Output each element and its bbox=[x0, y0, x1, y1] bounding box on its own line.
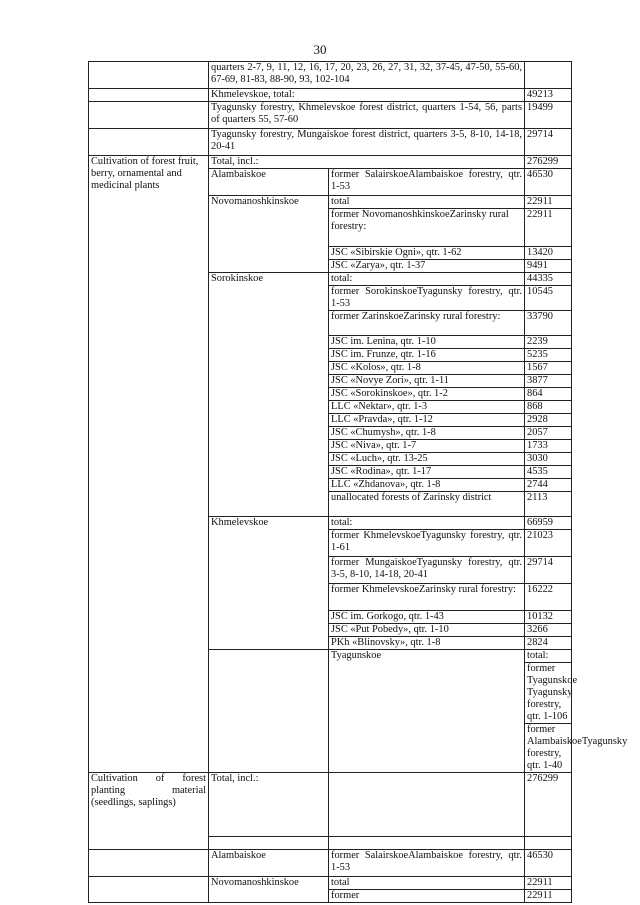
district-cell: Alambaiskoe bbox=[209, 169, 329, 196]
value-cell: 22911 bbox=[525, 196, 572, 209]
description-cell: JSC im. Lenina, qtr. 1-10 bbox=[329, 336, 525, 349]
value-cell: 49213 bbox=[525, 89, 572, 102]
description-cell: total: bbox=[525, 650, 572, 663]
page-number: 30 bbox=[313, 42, 327, 57]
description-cell: former SorokinskoeTyagunsky forestry, qtr. 1-53 bbox=[329, 286, 525, 311]
value-cell: 3266 bbox=[525, 624, 572, 637]
description-cell: total bbox=[329, 196, 525, 209]
description-cell: JSC «Sibirskie Ogni», qtr. 1-62 bbox=[329, 247, 525, 260]
activity-cell: Cultivation of forest fruit, berry, ornamental and medicinal plants bbox=[89, 156, 209, 773]
value-cell: 276299 bbox=[525, 773, 572, 837]
description-cell: former bbox=[329, 890, 525, 903]
value-cell: 5235 bbox=[525, 349, 572, 362]
table-row bbox=[89, 102, 572, 129]
description-cell: PKh «Blinovsky», qtr. 1-8 bbox=[329, 637, 525, 650]
value-cell: 2113 bbox=[525, 492, 572, 517]
description-cell: JSC «Put Pobedy», qtr. 1-10 bbox=[329, 624, 525, 637]
description-cell: former NovomanoshkinskoeZarinsky rural forestry: bbox=[329, 209, 525, 247]
empty-cell bbox=[329, 773, 525, 837]
description-cell: JSC «Novye Zori», qtr. 1-11 bbox=[329, 375, 525, 388]
value-cell: 46530 bbox=[525, 850, 572, 877]
table-row bbox=[89, 89, 572, 102]
empty-cell bbox=[89, 62, 209, 89]
description-cell: former ZarinskoeZarinsky rural forestry: bbox=[329, 311, 525, 336]
description-cell: former MungaiskoeTyagunsky forestry, qtr. 3-5, 8-10, 14-18, 20-41 bbox=[329, 557, 525, 584]
value-cell: 2928 bbox=[525, 414, 572, 427]
empty-cell bbox=[329, 837, 525, 850]
value-cell: 22911 bbox=[525, 890, 572, 903]
description-cell: JSC im. Frunze, qtr. 1-16 bbox=[329, 349, 525, 362]
district-cell: Novomanoshkinskoe bbox=[209, 196, 329, 273]
description-cell: Tyagunsky forestry, Khmelevskoe forest district, quarters 1-54, 56, parts of quarters 55, 57-60 bbox=[209, 102, 525, 129]
empty-cell bbox=[89, 89, 209, 102]
empty-cell bbox=[89, 850, 209, 877]
table-row bbox=[89, 773, 572, 837]
table-row bbox=[89, 62, 572, 89]
table-row bbox=[89, 156, 572, 169]
description-cell: quarters 2-7, 9, 11, 12, 16, 17, 20, 23, 26, 27, 31, 32, 37-45, 47-50, 55-60, 67-69, 81-83, 88-90, 93, 102-104 bbox=[209, 62, 525, 89]
description-cell: former SalairskoeAlambaiskoe forestry, qtr. 1-53 bbox=[329, 169, 525, 196]
value-cell: 868 bbox=[525, 401, 572, 414]
value-cell: 864 bbox=[525, 388, 572, 401]
district-cell: Novomanoshkinskoe bbox=[209, 877, 329, 903]
district-cell: Tyagunskoe bbox=[329, 650, 525, 773]
value-cell: 21023 bbox=[525, 530, 572, 557]
value-cell: 19499 bbox=[525, 102, 572, 129]
value-cell: 9491 bbox=[525, 260, 572, 273]
value-cell: 10545 bbox=[525, 286, 572, 311]
description-cell: JSC «Rodina», qtr. 1-17 bbox=[329, 466, 525, 479]
description-cell: JSC «Zarya», qtr. 1-37 bbox=[329, 260, 525, 273]
scope-cell: Total, incl.: bbox=[209, 156, 525, 169]
activity-cell: Cultivation of forest planting material (seedlings, saplings) bbox=[89, 773, 209, 850]
description-cell: former KhmelevskoeZarinsky rural forestry: bbox=[329, 584, 525, 611]
description-cell: JSC «Luch», qtr. 13-25 bbox=[329, 453, 525, 466]
description-cell: former KhmelevskoeTyagunsky forestry, qtr. 1-61 bbox=[329, 530, 525, 557]
description-cell: total bbox=[329, 877, 525, 890]
description-cell: LLC «Pravda», qtr. 1-12 bbox=[329, 414, 525, 427]
value-cell: 1733 bbox=[525, 440, 572, 453]
value-cell: 29714 bbox=[525, 129, 572, 156]
description-cell: former SalairskoeAlambaiskoe forestry, qtr. 1-53 bbox=[329, 850, 525, 877]
value-cell: 3877 bbox=[525, 375, 572, 388]
empty-cell bbox=[89, 129, 209, 156]
table-row bbox=[89, 129, 572, 156]
value-cell: 46530 bbox=[525, 169, 572, 196]
value-cell: 16222 bbox=[525, 584, 572, 611]
description-cell: former Tyagunskoe Tyagunsky forestry, qtr. 1-106 bbox=[525, 663, 572, 724]
value-cell: 66959 bbox=[525, 517, 572, 530]
description-cell: JSC «Niva», qtr. 1-7 bbox=[329, 440, 525, 453]
description-cell: total: bbox=[329, 273, 525, 286]
description-cell: JSC im. Gorkogo, qtr. 1-43 bbox=[329, 611, 525, 624]
value-cell: 3030 bbox=[525, 453, 572, 466]
empty-cell bbox=[525, 837, 572, 850]
value-cell bbox=[525, 62, 572, 89]
value-cell: 10132 bbox=[525, 611, 572, 624]
description-cell: Khmelevskoe, total: bbox=[209, 89, 525, 102]
district-cell: Alambaiskoe bbox=[209, 850, 329, 877]
value-cell: 33790 bbox=[525, 311, 572, 336]
scope-cell: Total, incl.: bbox=[209, 773, 329, 837]
table-row bbox=[89, 850, 572, 877]
forest-use-table bbox=[88, 61, 628, 903]
table-row bbox=[89, 877, 572, 890]
description-cell: JSC «Chumysh», qtr. 1-8 bbox=[329, 427, 525, 440]
description-cell: Tyagunsky forestry, Mungaiskoe forest district, quarters 3-5, 8-10, 14-18, 20-41 bbox=[209, 129, 525, 156]
value-cell: 2824 bbox=[525, 637, 572, 650]
description-cell: JSC «Sorokinskoe», qtr. 1-2 bbox=[329, 388, 525, 401]
description-cell: LLC «Nektar», qtr. 1-3 bbox=[329, 401, 525, 414]
value-cell: 22911 bbox=[525, 209, 572, 247]
district-cell: Sorokinskoe bbox=[209, 273, 329, 517]
empty-cell bbox=[209, 650, 329, 773]
value-cell: 13420 bbox=[525, 247, 572, 260]
description-cell: total: bbox=[329, 517, 525, 530]
value-cell: 276299 bbox=[525, 156, 572, 169]
value-cell: 2239 bbox=[525, 336, 572, 349]
description-cell: LLC «Zhdanova», qtr. 1-8 bbox=[329, 479, 525, 492]
value-cell: 29714 bbox=[525, 557, 572, 584]
empty-cell bbox=[89, 102, 209, 129]
description-cell: JSC «Kolos», qtr. 1-8 bbox=[329, 362, 525, 375]
description-cell: unallocated forests of Zarinsky district bbox=[329, 492, 525, 517]
value-cell: 44335 bbox=[525, 273, 572, 286]
value-cell: 22911 bbox=[525, 877, 572, 890]
empty-cell bbox=[89, 877, 209, 903]
empty-cell bbox=[209, 837, 329, 850]
district-cell: Khmelevskoe bbox=[209, 517, 329, 650]
value-cell: 4535 bbox=[525, 466, 572, 479]
description-cell: former AlambaiskoeTyagunsky forestry, qtr. 1-40 bbox=[525, 724, 572, 773]
value-cell: 2057 bbox=[525, 427, 572, 440]
value-cell: 1567 bbox=[525, 362, 572, 375]
value-cell: 2744 bbox=[525, 479, 572, 492]
